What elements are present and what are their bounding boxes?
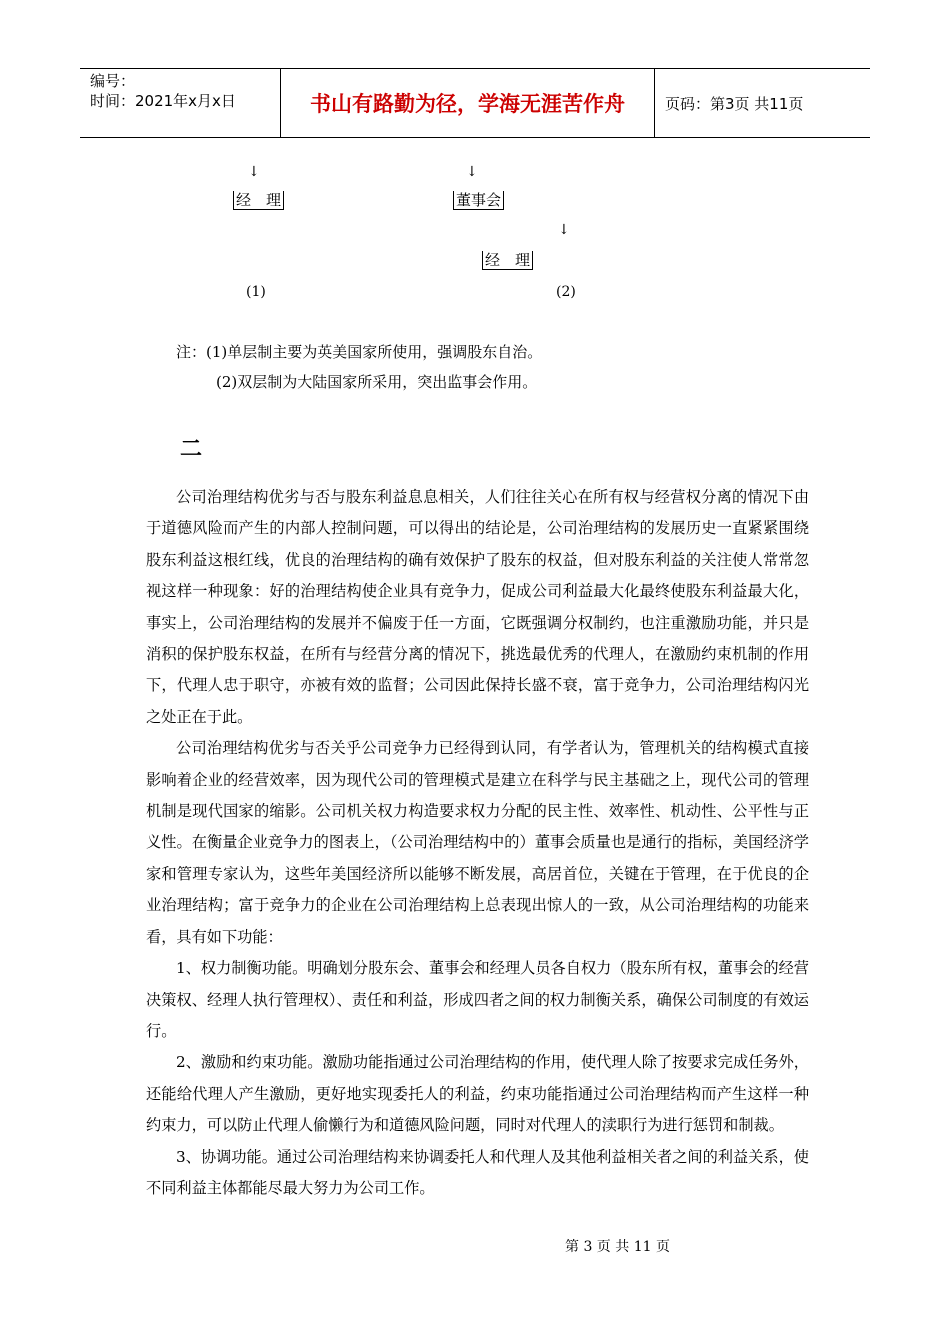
page-header [80,68,870,138]
diagram-label-1: (1) [246,284,266,300]
paragraph: 公司治理结构优劣与否关乎公司竞争力已经得到认同，有学者认为，管理机关的结构模式直接影响着企业的经营效率，因为现代公司的管理模式是建立在科学与民主基础之上，现代公司的管理机制是现代国家的缩影。公司机关权力构造要求权力分配的民主性、效率性、机动性、公平性与正义性。在衡量企业竞争力的图表上，（公司治理结构中的）董事会质量也是通行的指标，美国经济学家和管理专家认为，这些年美国经济所以能够不断发展，高居首位，关键在于管理，在于优良的企业治理结构；富于竞争力的企业在公司治理结构上总表现出惊人的一致，从公司治理结构的功能来看，具有如下功能： [146,739,809,946]
section-title: 二 [180,437,203,462]
arrow-down-icon: ↓ [248,164,260,180]
page-footer: 第 3 页 共 11 页 [565,1239,670,1255]
header-page-info: 页码：第3页 共11页 [665,94,804,113]
board-box: 董事会 [453,191,504,210]
header-motto: 书山有路勤为径，学海无涯苦作舟 [280,69,655,137]
time-label: 时间：2021年x月x日 [90,92,236,110]
header-meta [80,69,280,137]
note-line-2: (2)双层制为大陆国家所采用，突出监事会作用。 [216,373,538,391]
paragraph: 公司治理结构优劣与否与股东利益息息相关，人们往往关心在所有权与经营权分离的情况下由于道德风险而产生的内部人控制问题，可以得出的结论是，公司治理结构的发展历史一直紧紧围绕股东利益这根红线，优良的治理结构的确有效保护了股东的权益，但对股东利益的关注使人常常忽视这样一种现象：好的治理结构使企业具有竞争力，促成公司利益最大化最终使股东利益最大化，事实上，公司治理结构的发展并不偏废于任一方面，它既强调分权制约，也注重激励功能，并只是消积的保护股东权益，在所有与经营分离的情况下，挑选最优秀的代理人，在激励约束机制的作用下，代理人忠于职守，亦被有效的监督；公司因此保持长盛不衰，富于竞争力，公司治理结构闪光之处正在于此。 [146,488,809,726]
manager-box-1: 经 理 [233,191,284,210]
manager-box-2: 经 理 [482,251,533,270]
arrow-down-icon: ↓ [558,222,570,238]
number-label: 编号： [90,72,136,90]
paragraph: 3、协调功能。通过公司治理结构来协调委托人和代理人及其他利益相关者之间的利益关系，使不同利益主体都能尽最大努力为公司工作。 [146,1147,809,1197]
arrow-down-icon: ↓ [466,164,478,180]
diagram-label-2: (2) [556,284,576,300]
paragraph: 2、激励和约束功能。激励功能指通过公司治理结构的作用，使代理人除了按要求完成任务外，还能给代理人产生激励，更好地实现委托人的利益，约束功能指通过公司治理结构而产生这样一种约束力，可以防止代理人偷懒行为和道德风险问题，同时对代理人的渎职行为进行惩罚和制裁。 [146,1053,809,1135]
paragraph: 1、权力制衡功能。明确划分股东会、董事会和经理人员各自权力（股东所有权，董事会的经营决策权、经理人执行管理权）、责任和利益，形成四者之间的权力制衡关系，确保公司制度的有效运行。 [146,959,809,1040]
note-line-1: 注：(1)单层制主要为英美国家所使用，强调股东自治。 [176,343,543,361]
body-text [146,482,809,1204]
